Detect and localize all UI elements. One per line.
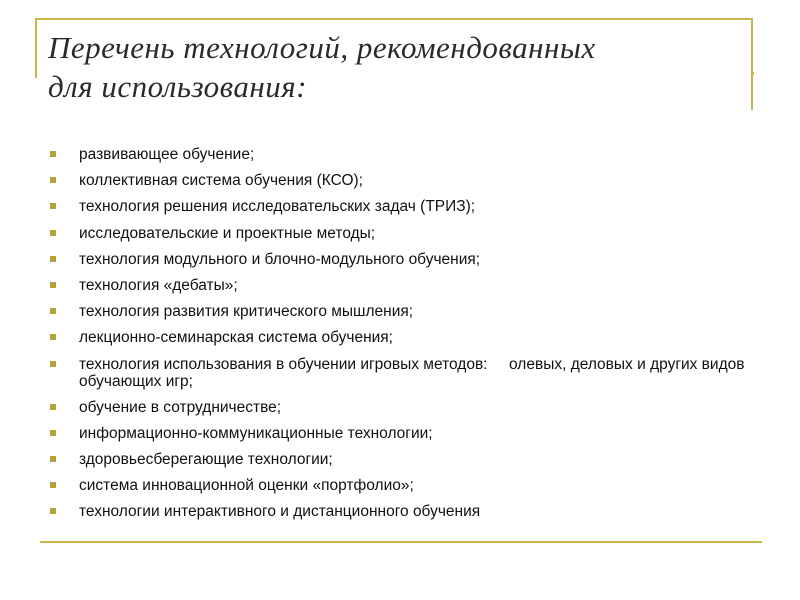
list-item (50, 356, 762, 390)
list-item (50, 225, 762, 242)
list-item-text: система инновационной оценки «портфолио»; (79, 477, 414, 495)
bullet-icon (50, 151, 56, 157)
list-item-text: технологии интерактивного и дистанционного обучения (79, 503, 481, 521)
list-item-text: информационно-коммуникационные технологии; (79, 424, 433, 442)
list-item (50, 451, 762, 468)
bullet-icon (50, 334, 56, 340)
bullet-icon (50, 308, 56, 314)
list-item-text: технология использования в обучении игровых методов: олевых, деловых и других видов обучающих игр; (79, 355, 749, 390)
list-item (50, 503, 762, 520)
list-item (50, 172, 762, 189)
list-item (50, 146, 762, 163)
bullet-icon (50, 482, 56, 488)
technology-list (50, 146, 762, 530)
bullet-icon (50, 177, 56, 183)
list-item-text: технология решения исследовательских задач (ТРИЗ); (79, 198, 476, 216)
title-line-2: для использования: (48, 69, 308, 104)
list-item-text: исследовательские и проектные методы; (79, 224, 376, 242)
list-item (50, 425, 762, 442)
bullet-icon (50, 256, 56, 262)
bullet-icon (50, 404, 56, 410)
list-item (50, 399, 762, 416)
bullet-icon (50, 430, 56, 436)
bullet-icon (50, 361, 56, 367)
list-item-text: здоровьесберегающие технологии; (79, 451, 333, 469)
slide-title (48, 28, 748, 106)
title-accent-dot (751, 72, 754, 75)
bullet-icon (50, 203, 56, 209)
list-item (50, 303, 762, 320)
list-item-text: технология модульного и блочно-модульного обучения; (79, 250, 481, 268)
list-item (50, 329, 762, 346)
bullet-icon (50, 508, 56, 514)
list-item-text: технология «дебаты»; (79, 276, 238, 294)
list-item (50, 198, 762, 215)
bullet-icon (50, 456, 56, 462)
list-item-text: лекционно-семинарская система обучения; (79, 329, 393, 347)
list-item-text: технология развития критического мышления; (79, 303, 414, 321)
list-item (50, 477, 762, 494)
list-item-text: обучение в сотрудничестве; (79, 398, 282, 416)
bottom-divider (40, 541, 762, 543)
bullet-icon (50, 230, 56, 236)
bullet-icon (50, 282, 56, 288)
list-item (50, 277, 762, 294)
list-item (50, 251, 762, 268)
list-item-text: коллективная система обучения (КСО); (79, 172, 363, 190)
list-item-text: развивающее обучение; (79, 146, 255, 163)
title-line-1: Перечень технологий, рекомендованных (48, 30, 596, 65)
